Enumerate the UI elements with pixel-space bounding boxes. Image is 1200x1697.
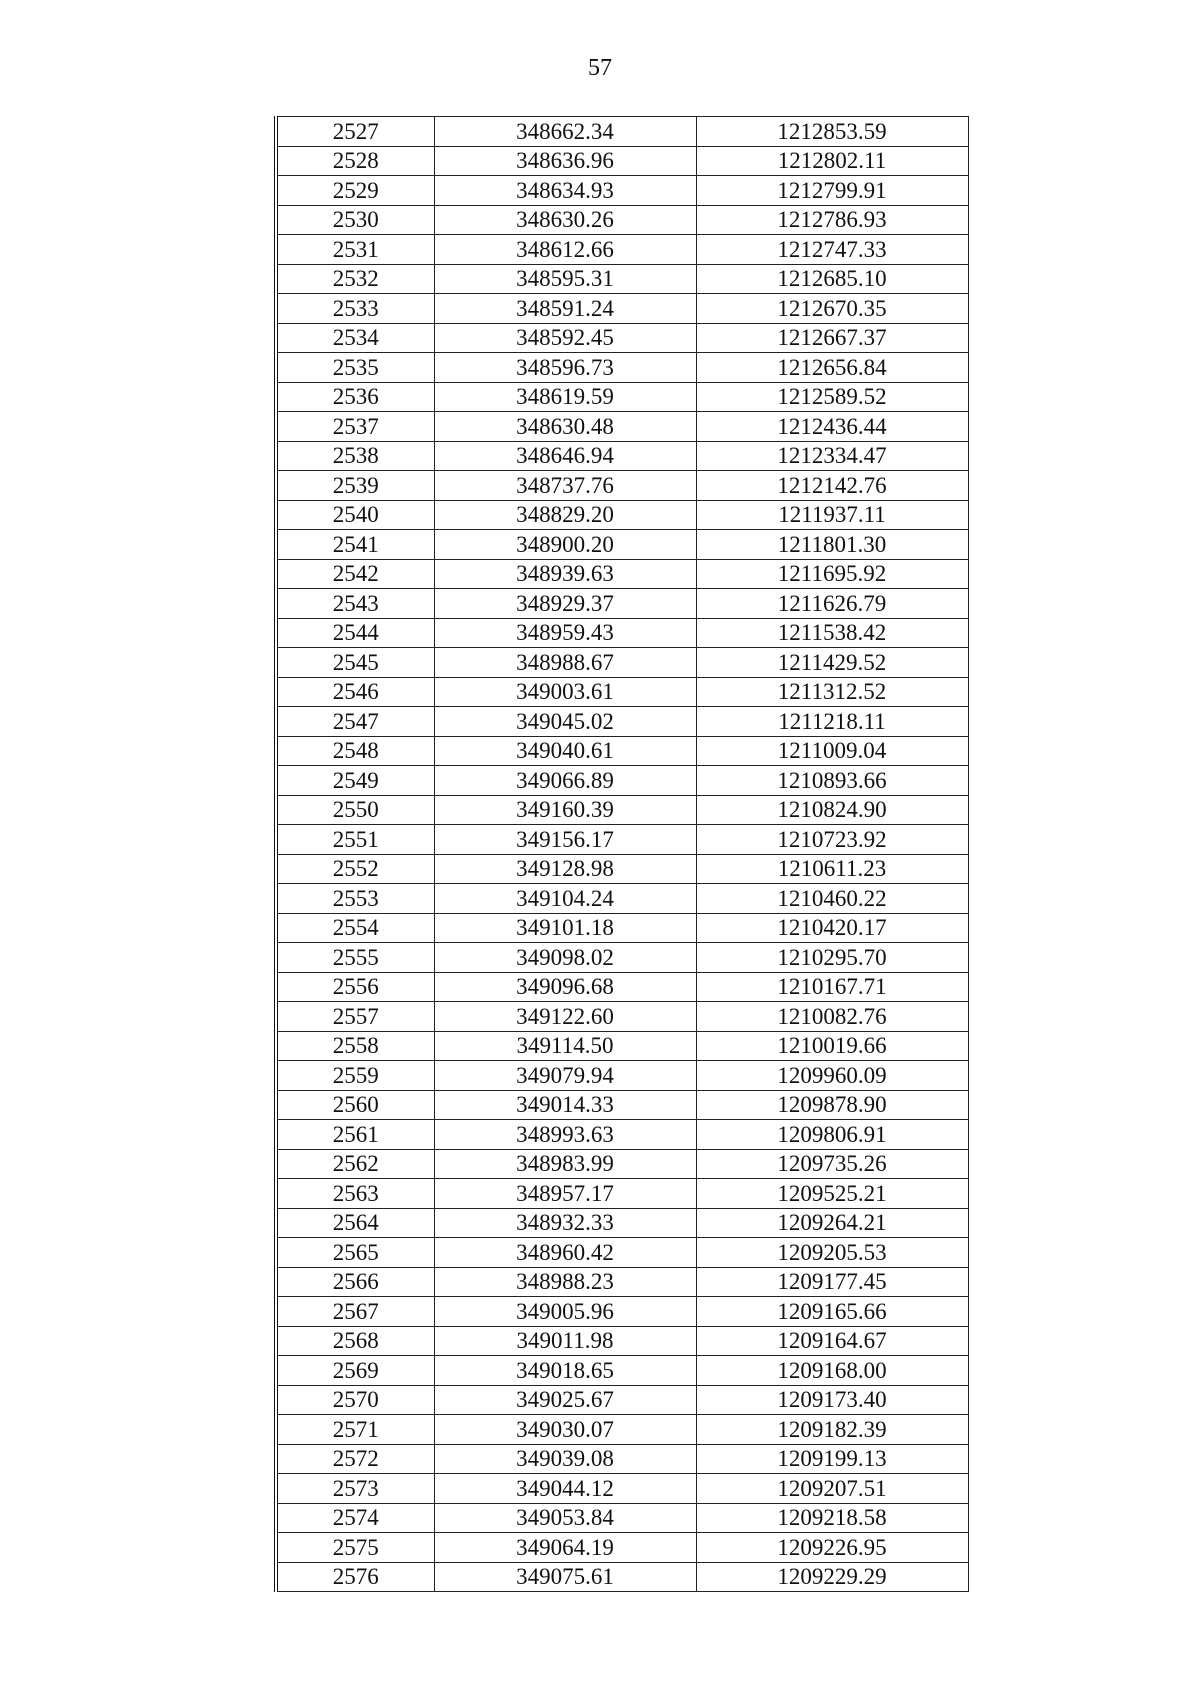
x-coordinate-cell: 349053.84 — [434, 1503, 696, 1533]
x-coordinate-cell: 348630.48 — [434, 412, 696, 442]
table-row — [276, 1120, 968, 1150]
x-coordinate-cell: 348646.94 — [434, 441, 696, 471]
y-coordinate-cell: 1210082.76 — [696, 1002, 968, 1032]
point-number-cell: 2540 — [276, 500, 434, 530]
y-coordinate-cell: 1209177.45 — [696, 1267, 968, 1297]
x-coordinate-cell: 348988.23 — [434, 1267, 696, 1297]
y-coordinate-cell: 1209960.09 — [696, 1061, 968, 1091]
coordinates-table — [274, 116, 969, 1592]
point-number-cell: 2559 — [276, 1061, 434, 1091]
point-number-cell: 2534 — [276, 323, 434, 353]
table-row — [276, 884, 968, 914]
y-coordinate-cell: 1209199.13 — [696, 1444, 968, 1474]
y-coordinate-cell: 1209173.40 — [696, 1385, 968, 1415]
point-number-cell: 2560 — [276, 1090, 434, 1120]
x-coordinate-cell: 349064.19 — [434, 1533, 696, 1563]
x-coordinate-cell: 348959.43 — [434, 618, 696, 648]
table-row — [276, 294, 968, 324]
y-coordinate-cell: 1211009.04 — [696, 736, 968, 766]
y-coordinate-cell: 1211312.52 — [696, 677, 968, 707]
y-coordinate-cell: 1211937.11 — [696, 500, 968, 530]
point-number-cell: 2535 — [276, 353, 434, 383]
table-row — [276, 1238, 968, 1268]
table-row — [276, 1326, 968, 1356]
x-coordinate-cell: 348983.99 — [434, 1149, 696, 1179]
x-coordinate-cell: 349044.12 — [434, 1474, 696, 1504]
point-number-cell: 2572 — [276, 1444, 434, 1474]
x-coordinate-cell: 348929.37 — [434, 589, 696, 619]
table-row — [276, 235, 968, 265]
x-coordinate-cell: 349025.67 — [434, 1385, 696, 1415]
y-coordinate-cell: 1209168.00 — [696, 1356, 968, 1386]
table-row — [276, 559, 968, 589]
y-coordinate-cell: 1209525.21 — [696, 1179, 968, 1209]
point-number-cell: 2571 — [276, 1415, 434, 1445]
table-row — [276, 1533, 968, 1563]
point-number-cell: 2558 — [276, 1031, 434, 1061]
point-number-cell: 2546 — [276, 677, 434, 707]
point-number-cell: 2561 — [276, 1120, 434, 1150]
x-coordinate-cell: 349045.02 — [434, 707, 696, 737]
table-row — [276, 736, 968, 766]
y-coordinate-cell: 1212786.93 — [696, 205, 968, 235]
x-coordinate-cell: 349018.65 — [434, 1356, 696, 1386]
y-coordinate-cell: 1210723.92 — [696, 825, 968, 855]
y-coordinate-cell: 1212142.76 — [696, 471, 968, 501]
x-coordinate-cell: 348619.59 — [434, 382, 696, 412]
table-row — [276, 1149, 968, 1179]
x-coordinate-cell: 349098.02 — [434, 943, 696, 973]
x-coordinate-cell: 349011.98 — [434, 1326, 696, 1356]
x-coordinate-cell: 348900.20 — [434, 530, 696, 560]
y-coordinate-cell: 1212853.59 — [696, 117, 968, 147]
point-number-cell: 2562 — [276, 1149, 434, 1179]
table-row — [276, 1090, 968, 1120]
y-coordinate-cell: 1210019.66 — [696, 1031, 968, 1061]
point-number-cell: 2550 — [276, 795, 434, 825]
table-row — [276, 707, 968, 737]
table-row — [276, 1474, 968, 1504]
table-row — [276, 382, 968, 412]
y-coordinate-cell: 1211626.79 — [696, 589, 968, 619]
x-coordinate-cell: 348932.33 — [434, 1208, 696, 1238]
y-coordinate-cell: 1209264.21 — [696, 1208, 968, 1238]
point-number-cell: 2543 — [276, 589, 434, 619]
point-number-cell: 2556 — [276, 972, 434, 1002]
y-coordinate-cell: 1210893.66 — [696, 766, 968, 796]
table-row — [276, 1031, 968, 1061]
point-number-cell: 2564 — [276, 1208, 434, 1238]
x-coordinate-cell: 348662.34 — [434, 117, 696, 147]
y-coordinate-cell: 1211538.42 — [696, 618, 968, 648]
y-coordinate-cell: 1212334.47 — [696, 441, 968, 471]
point-number-cell: 2527 — [276, 117, 434, 147]
y-coordinate-cell: 1210420.17 — [696, 913, 968, 943]
x-coordinate-cell: 348596.73 — [434, 353, 696, 383]
x-coordinate-cell: 349066.89 — [434, 766, 696, 796]
point-number-cell: 2530 — [276, 205, 434, 235]
table-row — [276, 205, 968, 235]
y-coordinate-cell: 1212802.11 — [696, 146, 968, 176]
x-coordinate-cell: 349104.24 — [434, 884, 696, 914]
y-coordinate-cell: 1209878.90 — [696, 1090, 968, 1120]
point-number-cell: 2542 — [276, 559, 434, 589]
y-coordinate-cell: 1209218.58 — [696, 1503, 968, 1533]
point-number-cell: 2529 — [276, 176, 434, 206]
point-number-cell: 2552 — [276, 854, 434, 884]
x-coordinate-cell: 349096.68 — [434, 972, 696, 1002]
y-coordinate-cell: 1209207.51 — [696, 1474, 968, 1504]
point-number-cell: 2537 — [276, 412, 434, 442]
table-row — [276, 323, 968, 353]
point-number-cell: 2544 — [276, 618, 434, 648]
point-number-cell: 2539 — [276, 471, 434, 501]
point-number-cell: 2575 — [276, 1533, 434, 1563]
table-row — [276, 766, 968, 796]
y-coordinate-cell: 1210611.23 — [696, 854, 968, 884]
coordinates-table-body — [276, 117, 968, 1592]
page-number: 57 — [588, 55, 612, 81]
y-coordinate-cell: 1209164.67 — [696, 1326, 968, 1356]
x-coordinate-cell: 348993.63 — [434, 1120, 696, 1150]
y-coordinate-cell: 1212589.52 — [696, 382, 968, 412]
point-number-cell: 2567 — [276, 1297, 434, 1327]
table-row — [276, 353, 968, 383]
table-row — [276, 264, 968, 294]
point-number-cell: 2554 — [276, 913, 434, 943]
x-coordinate-cell: 349101.18 — [434, 913, 696, 943]
x-coordinate-cell: 349128.98 — [434, 854, 696, 884]
table-row — [276, 146, 968, 176]
table-row — [276, 1562, 968, 1592]
y-coordinate-cell: 1209165.66 — [696, 1297, 968, 1327]
point-number-cell: 2555 — [276, 943, 434, 973]
point-number-cell: 2576 — [276, 1562, 434, 1592]
x-coordinate-cell: 349039.08 — [434, 1444, 696, 1474]
point-number-cell: 2574 — [276, 1503, 434, 1533]
y-coordinate-cell: 1209205.53 — [696, 1238, 968, 1268]
table-row — [276, 795, 968, 825]
y-coordinate-cell: 1211695.92 — [696, 559, 968, 589]
y-coordinate-cell: 1211218.11 — [696, 707, 968, 737]
y-coordinate-cell: 1211429.52 — [696, 648, 968, 678]
x-coordinate-cell: 348592.45 — [434, 323, 696, 353]
point-number-cell: 2541 — [276, 530, 434, 560]
table-row — [276, 412, 968, 442]
point-number-cell: 2568 — [276, 1326, 434, 1356]
x-coordinate-cell: 348988.67 — [434, 648, 696, 678]
table-row — [276, 677, 968, 707]
y-coordinate-cell: 1212670.35 — [696, 294, 968, 324]
point-number-cell: 2553 — [276, 884, 434, 914]
table-row — [276, 1297, 968, 1327]
y-coordinate-cell: 1211801.30 — [696, 530, 968, 560]
table-row — [276, 1385, 968, 1415]
table-row — [276, 441, 968, 471]
x-coordinate-cell: 348612.66 — [434, 235, 696, 265]
y-coordinate-cell: 1209229.29 — [696, 1562, 968, 1592]
x-coordinate-cell: 348829.20 — [434, 500, 696, 530]
point-number-cell: 2551 — [276, 825, 434, 855]
point-number-cell: 2557 — [276, 1002, 434, 1032]
point-number-cell: 2570 — [276, 1385, 434, 1415]
point-number-cell: 2531 — [276, 235, 434, 265]
x-coordinate-cell: 349005.96 — [434, 1297, 696, 1327]
point-number-cell: 2538 — [276, 441, 434, 471]
x-coordinate-cell: 348630.26 — [434, 205, 696, 235]
table-row — [276, 117, 968, 147]
y-coordinate-cell: 1210295.70 — [696, 943, 968, 973]
x-coordinate-cell: 349079.94 — [434, 1061, 696, 1091]
point-number-cell: 2566 — [276, 1267, 434, 1297]
point-number-cell: 2547 — [276, 707, 434, 737]
x-coordinate-cell: 348737.76 — [434, 471, 696, 501]
x-coordinate-cell: 349003.61 — [434, 677, 696, 707]
point-number-cell: 2573 — [276, 1474, 434, 1504]
x-coordinate-cell: 348960.42 — [434, 1238, 696, 1268]
table-row — [276, 1061, 968, 1091]
table-row — [276, 854, 968, 884]
table-row — [276, 913, 968, 943]
y-coordinate-cell: 1209735.26 — [696, 1149, 968, 1179]
point-number-cell: 2532 — [276, 264, 434, 294]
x-coordinate-cell: 349030.07 — [434, 1415, 696, 1445]
table-row — [276, 530, 968, 560]
y-coordinate-cell: 1212685.10 — [696, 264, 968, 294]
x-coordinate-cell: 349114.50 — [434, 1031, 696, 1061]
point-number-cell: 2536 — [276, 382, 434, 412]
y-coordinate-cell: 1209806.91 — [696, 1120, 968, 1150]
y-coordinate-cell: 1212747.33 — [696, 235, 968, 265]
point-number-cell: 2533 — [276, 294, 434, 324]
x-coordinate-cell: 349075.61 — [434, 1562, 696, 1592]
point-number-cell: 2549 — [276, 766, 434, 796]
table-row — [276, 176, 968, 206]
table-row — [276, 1444, 968, 1474]
point-number-cell: 2545 — [276, 648, 434, 678]
point-number-cell: 2528 — [276, 146, 434, 176]
table-row — [276, 825, 968, 855]
table-row — [276, 1267, 968, 1297]
point-number-cell: 2548 — [276, 736, 434, 766]
table-row — [276, 1415, 968, 1445]
y-coordinate-cell: 1212667.37 — [696, 323, 968, 353]
x-coordinate-cell: 348957.17 — [434, 1179, 696, 1209]
y-coordinate-cell: 1210167.71 — [696, 972, 968, 1002]
point-number-cell: 2563 — [276, 1179, 434, 1209]
x-coordinate-cell: 348595.31 — [434, 264, 696, 294]
x-coordinate-cell: 349160.39 — [434, 795, 696, 825]
point-number-cell: 2569 — [276, 1356, 434, 1386]
x-coordinate-cell: 349156.17 — [434, 825, 696, 855]
table-row — [276, 471, 968, 501]
table-row — [276, 972, 968, 1002]
table-row — [276, 500, 968, 530]
x-coordinate-cell: 348634.93 — [434, 176, 696, 206]
x-coordinate-cell: 349040.61 — [434, 736, 696, 766]
y-coordinate-cell: 1210824.90 — [696, 795, 968, 825]
table-row — [276, 943, 968, 973]
y-coordinate-cell: 1212436.44 — [696, 412, 968, 442]
x-coordinate-cell: 348591.24 — [434, 294, 696, 324]
point-number-cell: 2565 — [276, 1238, 434, 1268]
table-row — [276, 648, 968, 678]
y-coordinate-cell: 1209182.39 — [696, 1415, 968, 1445]
table-row — [276, 1002, 968, 1032]
table-row — [276, 589, 968, 619]
y-coordinate-cell: 1212799.91 — [696, 176, 968, 206]
y-coordinate-cell: 1210460.22 — [696, 884, 968, 914]
table-row — [276, 1179, 968, 1209]
x-coordinate-cell: 349014.33 — [434, 1090, 696, 1120]
x-coordinate-cell: 348939.63 — [434, 559, 696, 589]
x-coordinate-cell: 348636.96 — [434, 146, 696, 176]
table-row — [276, 1356, 968, 1386]
table-row — [276, 1503, 968, 1533]
y-coordinate-cell: 1209226.95 — [696, 1533, 968, 1563]
x-coordinate-cell: 349122.60 — [434, 1002, 696, 1032]
y-coordinate-cell: 1212656.84 — [696, 353, 968, 383]
table-row — [276, 618, 968, 648]
table-row — [276, 1208, 968, 1238]
